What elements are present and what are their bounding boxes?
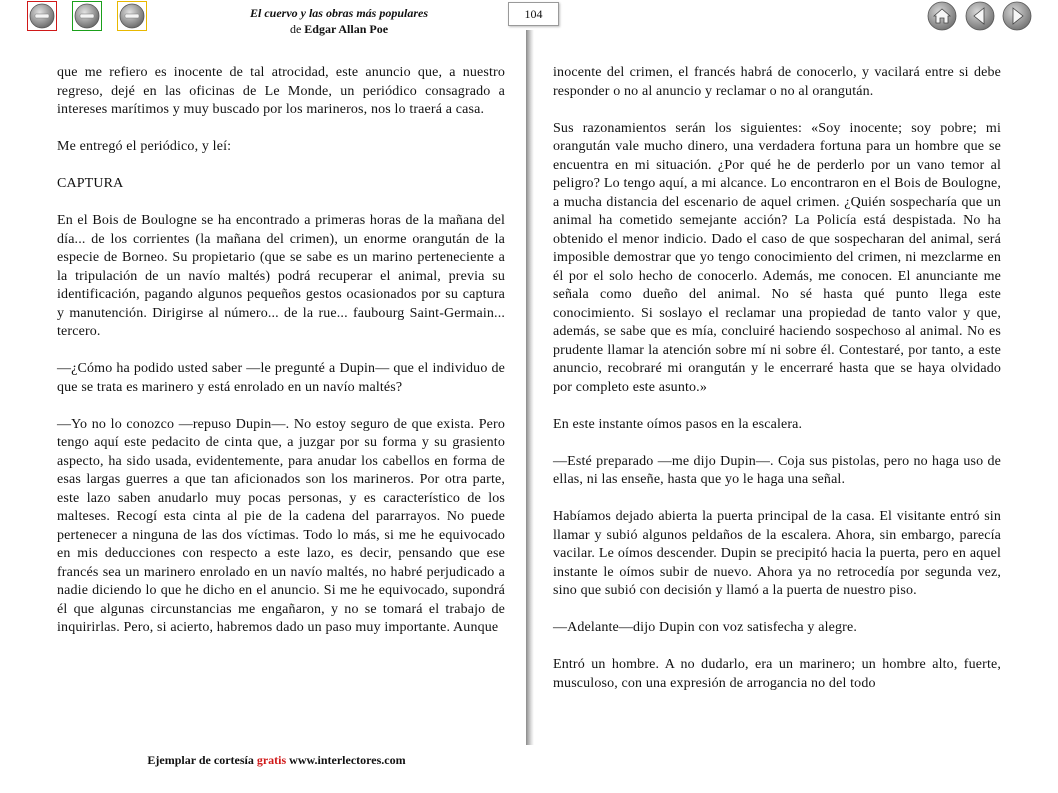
paragraph: En el Bois de Boulogne se ha encontrado a primeras horas de la mañana del día... de los corrientes (la mañana del crimen), un enorme orangután de la especie de Borneo. Su propietario (que se sabe es un marino perteneciente a la tripulación de un navío maltés) podrá recuperar el animal, previa su identificación, pagando algunos pequeños gestos ocasionados por su captura y manutención. Dirigirse al número... de la rue... faubourg Saint-Germain... tercero. [57, 213, 505, 339]
arrow-right-icon[interactable] [1002, 1, 1032, 31]
paragraph: —Esté preparado —me dijo Dupin—. Coja sus pistolas, pero no haga uso de ellas, ni las enseñe, hasta que yo le haga una señal. [553, 453, 1001, 487]
minimize-button[interactable] [72, 1, 102, 31]
minus-circle-icon [29, 3, 55, 29]
footer-prefix: Ejemplar de cortesía [147, 753, 254, 767]
arrow-left-icon[interactable] [965, 1, 995, 31]
paragraph: Entró un hombre. A no dudarlo, era un marinero; un hombre alto, fuerte, musculoso, con una expresión de arrogancia no del todo [553, 657, 1001, 691]
paragraph: —Yo no lo conozco —repuso Dupin—. No estoy seguro de que exista. Pero tengo aquí este pedacito de cinta que, a juzgar por su forma y su grasiento aspecto, ha sido usada, evidentemente, para anudar los cabellos en forma de esas largas guerres a que tan aficionados son los marineros. Por otra parte, este lazo saben anudarlo muy pocas personas, y es característico de los malteses. Recogí esta cinta al pie de la cadena del pararrayos. No puede pertenecer a ninguna de las dos víctimas. Todo lo más, si me he equivocado en mis deducciones con respecto a este lazo, es decir, pensando que ese francés sea un marinero enrolado en un navío maltés, no habré perjudicado a nadie diciendo lo que he dicho en el anuncio. Si me he equivocado, supondrá él que algunas circunstancias me engañaron, y no se tomará el trabajo de inquirirlas. Pero, si acierto, habremos dado un paso muy importante. Aunque [57, 416, 505, 635]
home-icon[interactable] [927, 1, 957, 31]
paragraph: Habíamos dejado abierta la puerta principal de la casa. El visitante entró sin llamar y subió algunos peldaños de la escalera. Ahora, sin embargo, parecía vacilar. Le oímos descender. Dupin se precipitó hacia la puerta, pero en aquel instante le oímos subir de nuevo. Ahora ya no retrocedía por segunda vez, sino que subió con decisión y llamó a la puerta de nuestro piso. [553, 509, 1001, 598]
close-button[interactable] [27, 1, 57, 31]
left-column [57, 64, 505, 656]
paragraph: Sus razonamientos serán los siguientes: «Soy inocente; soy pobre; mi orangután vale mucho dinero, una verdadera fortuna para un hombre que se encuentra en mi situación. ¿Por qué he de perderlo por un vano temor al peligro? Lo tengo aquí, a mi alcance. Lo encontraron en el Bois de Boulogne, a mucha distancia del escenario de aquel crimen. ¿Quién sospecharía que un animal ha cometido semejante acción? La Policía está despistada. No ha obtenido el menor indicio. Dado el caso de que sospecharan del animal, será imposible demostrar que yo tengo conocimiento del crimen, ni mezclarme en él por el solo hecho de conocerlo. Además, me conocen. El anunciante me señala como dueño del animal. No sé hasta qué punto llega este conocimiento. Si soslayo el reclamar una propiedad de tanto valor y que, además, se sabe que es mía, concluiré haciendo sospechoso al animal. No es prudente llamar la atención sobre mí ni sobre él. Contestaré, por tanto, a este anuncio, recobraré mi orangután y le encerraré hasta que se haya olvidado por completo este asunto.» [553, 120, 1001, 395]
book-author-line [200, 21, 478, 37]
footer-free: gratis [256, 753, 287, 767]
paragraph: que me refiero es inocente de tal atrocidad, este anuncio que, a nuestro regreso, dejé en las oficinas de Le Monde, un periódico consagrado a intereses marítimos y muy buscado por los marineros, nos lo traerá a casa. [57, 65, 505, 117]
paragraph: En este instante oímos pasos en la escalera. [553, 416, 803, 432]
page-number: 104 [508, 2, 559, 26]
book-title: El cuervo y las obras más populares [249, 6, 428, 20]
restore-button[interactable] [117, 1, 147, 31]
minus-circle-icon [119, 3, 145, 29]
minus-circle-icon [74, 3, 100, 29]
right-column [553, 64, 1001, 712]
page-spine-divider [526, 30, 534, 745]
paragraph: —¿Cómo ha podido usted saber —le pregunté a Dupin— que el individuo de que se trata es marinero y está enrolado en un navío maltés? [57, 361, 505, 395]
footer-site-link[interactable]: www.interlectores.com [289, 753, 406, 767]
paragraph: Me entregó el periódico, y leí: [57, 139, 232, 154]
author-prefix: de [289, 22, 302, 36]
book-header [200, 5, 478, 37]
footer-credit [0, 753, 553, 768]
paragraph: —Adelante—dijo Dupin con voz satisfecha y alegre. [553, 620, 857, 635]
paragraph: inocente del crimen, el francés habrá de conocerlo, y vacilará entre si debe responder o no al anuncio y reclamar o no al orangután. [553, 65, 1001, 99]
paragraph: CAPTURA [57, 176, 124, 191]
book-author: Edgar Allan Poe [304, 22, 389, 36]
